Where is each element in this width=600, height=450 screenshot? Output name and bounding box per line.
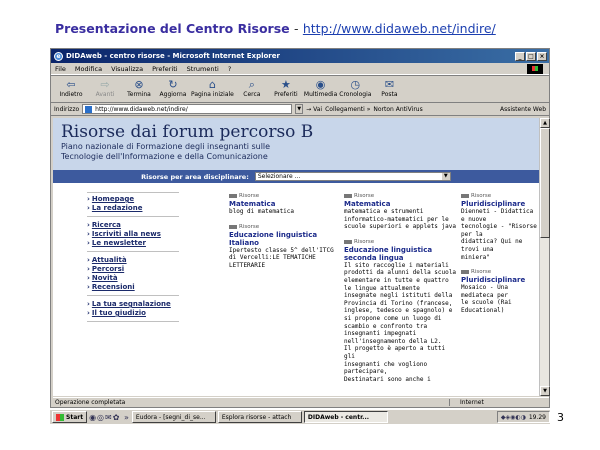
- nav-group: [87, 192, 179, 217]
- resource-category-link[interactable]: Pluridisciplinare: [461, 200, 526, 208]
- nav-link[interactable]: › Percorsi: [87, 265, 179, 274]
- slide-link[interactable]: http://www.didaweb.net/indire/: [302, 21, 496, 36]
- area-select[interactable]: [255, 172, 451, 181]
- scroll-up-button[interactable]: ▲: [540, 118, 550, 128]
- resource-category-link[interactable]: Pluridisciplinare: [461, 276, 526, 285]
- resource-entry: [461, 268, 539, 314]
- scroll-down-button[interactable]: ▼: [540, 386, 550, 396]
- nav-link[interactable]: › Ricerca: [87, 221, 179, 230]
- start-label: Start: [66, 413, 84, 421]
- browser-window: [50, 48, 550, 408]
- nav-link[interactable]: › Le newsletter: [87, 239, 179, 248]
- resource-column-2: [344, 192, 458, 390]
- toolbar-button-label: Avanti: [95, 91, 115, 98]
- ie-logo-icon: e: [54, 52, 63, 61]
- stop-icon: ⊗: [134, 78, 144, 91]
- resource-badge: Risorse: [461, 192, 539, 200]
- resource-badge: Risorse: [344, 238, 458, 246]
- page-content: [53, 118, 539, 396]
- title-separator: -: [293, 21, 299, 36]
- nav-link[interactable]: › La tua segnalazione: [87, 300, 179, 309]
- nav-link[interactable]: › La redazione: [87, 204, 179, 213]
- status-text: Operazione completata: [55, 399, 126, 406]
- toolbar-button-label: Aggiorna: [159, 91, 187, 98]
- assistant-button[interactable]: Assistente Web: [499, 105, 546, 113]
- windows-logo-icon: [527, 64, 543, 74]
- toolbar-button-8[interactable]: [339, 78, 371, 98]
- history-icon: ◷: [350, 78, 361, 91]
- search-icon: ⌕: [248, 78, 255, 91]
- menu-bar: [51, 63, 549, 75]
- resource-badge: Risorse: [229, 223, 339, 231]
- nav-link[interactable]: › Il tuo giudizio: [87, 309, 179, 318]
- start-button[interactable]: [52, 411, 87, 423]
- nav-link[interactable]: › Attualità: [87, 256, 179, 265]
- browser-toolbar: [51, 75, 549, 103]
- address-value: http://www.didaweb.net/indire/: [95, 105, 188, 113]
- nav-link[interactable]: › Novità: [87, 274, 179, 283]
- toolbar-button-label: Cronologia: [339, 91, 372, 98]
- nav-link[interactable]: › Recensioni: [87, 283, 179, 292]
- resource-column-1: [229, 192, 339, 276]
- forward-arrow-icon: ⇨: [100, 78, 110, 91]
- address-label: Indirizzo: [54, 105, 80, 113]
- nav-group: [87, 219, 179, 252]
- toolbar-button-4[interactable]: [191, 78, 234, 98]
- resource-entry: [461, 192, 539, 261]
- home-icon: ⌂: [208, 78, 216, 91]
- toolbar-button-label: Termina: [127, 91, 151, 98]
- scroll-thumb[interactable]: [540, 128, 550, 238]
- slide-title: [55, 21, 496, 36]
- menu-item-4[interactable]: Strumenti: [186, 64, 219, 73]
- task-list: [132, 411, 388, 423]
- go-label: Vai: [313, 105, 323, 113]
- slide-title-text: Presentazione del Centro Risorse: [55, 21, 290, 36]
- resource-column-3: [461, 192, 539, 322]
- system-tray: [497, 411, 550, 423]
- nav-link[interactable]: › Iscriviti alla news: [87, 230, 179, 239]
- taskbar-item[interactable]: DIDAweb - centr...: [304, 411, 388, 423]
- menu-item-5[interactable]: ?: [227, 64, 232, 73]
- toolbar-button-label: Pagina iniziale: [191, 91, 234, 98]
- resource-description: blog di matematica: [229, 208, 295, 215]
- slide-page-number: 3: [557, 411, 564, 424]
- resource-badge: Risorse: [461, 268, 539, 276]
- address-input[interactable]: [82, 104, 292, 114]
- chevron-down-icon: ▼: [442, 173, 450, 180]
- resource-description: Mosaico - Una mediateca per le scuole (Rai Educational): [461, 284, 512, 314]
- resource-badge: Risorse: [344, 192, 458, 200]
- window-title: DIDAweb - centro risorse - Microsoft Internet Explorer: [66, 52, 280, 60]
- toolbar-button-label: Multimedia: [303, 91, 338, 98]
- address-dropdown-button[interactable]: ▼: [295, 104, 303, 114]
- taskbar: [50, 409, 550, 424]
- nav-group: [87, 254, 179, 296]
- toolbar-button-label: Preferiti: [274, 91, 298, 98]
- menu-item-0[interactable]: File: [55, 64, 66, 73]
- toolbar-button-label: Cerca: [243, 91, 261, 98]
- clock: 19.29: [528, 413, 546, 421]
- menu-item-2[interactable]: Visualizza: [111, 64, 144, 73]
- close-button[interactable]: ×: [537, 52, 547, 61]
- minimize-button[interactable]: _: [515, 52, 525, 61]
- resource-entry: [229, 192, 339, 216]
- site-banner: [53, 118, 539, 170]
- area-select-value: Selezionare ...: [257, 173, 301, 180]
- resource-description: matematica e strumenti informatico-matematici per le scuole superiori e applets java: [344, 208, 456, 231]
- area-filter-bar: [53, 170, 539, 183]
- taskbar-item[interactable]: Esplora risorse - attach: [218, 411, 302, 423]
- banner-subtitle-1: Piano nazionale di Formazione degli insegnanti sulle: [61, 142, 271, 151]
- norton-button[interactable]: Norton AntiVirus: [373, 105, 423, 113]
- taskbar-item[interactable]: Eudora - [segni_di_se...: [132, 411, 216, 423]
- resource-category-link[interactable]: Educazione linguistica Italiano: [229, 230, 318, 247]
- vertical-scrollbar[interactable]: [539, 118, 549, 396]
- window-titlebar[interactable]: [51, 49, 549, 63]
- nav-link[interactable]: › Homepage: [87, 195, 179, 204]
- toolbar-button-6[interactable]: [270, 78, 302, 98]
- resource-category-link[interactable]: Matematica: [229, 200, 276, 208]
- address-bar: [51, 103, 549, 116]
- toolbar-button-2[interactable]: [123, 78, 155, 98]
- resource-category-link[interactable]: Matematica: [344, 200, 391, 208]
- toolbar-button-9[interactable]: [373, 78, 405, 98]
- refresh-icon: ↻: [168, 78, 178, 91]
- resource-badge: Risorse: [229, 192, 339, 200]
- go-button[interactable]: → Vai: [306, 105, 323, 113]
- maximize-button[interactable]: □: [526, 52, 536, 61]
- resource-entry: [344, 192, 458, 231]
- nav-group: [87, 298, 179, 322]
- area-filter-label: Risorse per area disciplinare:: [141, 172, 249, 181]
- resource-category-link[interactable]: Educazione linguistica seconda lingua: [344, 245, 433, 262]
- favorites-icon: ★: [280, 78, 291, 91]
- status-bar: [53, 397, 549, 407]
- toolbar-button-5[interactable]: [236, 78, 268, 98]
- security-zone: Internet: [449, 399, 549, 406]
- banner-title: Risorse dai forum percorso B: [61, 122, 314, 142]
- mail-icon: ✉: [384, 78, 395, 91]
- toolbar-button-label: Posta: [381, 91, 398, 98]
- back-arrow-icon: ⇦: [66, 78, 76, 91]
- toolbar-button-1[interactable]: [89, 78, 121, 98]
- banner-subtitle-2: Tecnologie dell'Informazione e della Comunicazione: [61, 152, 268, 161]
- toolbar-button-7[interactable]: [304, 78, 337, 98]
- links-button[interactable]: Collegamenti »: [325, 105, 371, 113]
- links-label: Collegamenti: [325, 105, 365, 113]
- toolbar-button-0[interactable]: [55, 78, 87, 98]
- windows-flag-icon: [56, 414, 64, 421]
- resource-description: Ipertesto classe 5^ dell'ITCG di Vercelli:LE TEMATICHE LETTERARIE: [229, 246, 334, 269]
- menu-item-3[interactable]: Preferiti: [152, 64, 178, 73]
- resource-entry: [229, 223, 339, 270]
- page-icon: [85, 106, 92, 113]
- media-icon: ◉: [315, 78, 326, 91]
- tray-icons[interactable]: ◆◈◉◐◑: [500, 413, 526, 421]
- side-navigation: [87, 192, 179, 324]
- resource-description: Dienneti - Didattica e nuove tecnologie - "Risorse per la didattica? Qui ne trovi una miniera": [461, 208, 537, 261]
- menu-item-1[interactable]: Modifica: [74, 64, 103, 73]
- resource-entry: [344, 238, 458, 384]
- toolbar-button-label: Indietro: [59, 91, 83, 98]
- quick-launch-icons[interactable]: ◉◎✉✿ »: [89, 412, 130, 422]
- resource-description: Il sito raccoglie i materiali prodotti da alunni della scuola elementare in tutte e quattro le lingue attualmente insegnate negli istituti della Provincia di Torino (francese, inglese, tedesco e spagnolo) e si propone come un luogo di scambio e confronto tra insegnanti impegnati nell'insegnamento della L2. Il progetto è aperto a tutti gli insegnanti che vogliono partecipare, Destinatari sono anche i: [344, 261, 456, 383]
- toolbar-button-3[interactable]: [157, 78, 189, 98]
